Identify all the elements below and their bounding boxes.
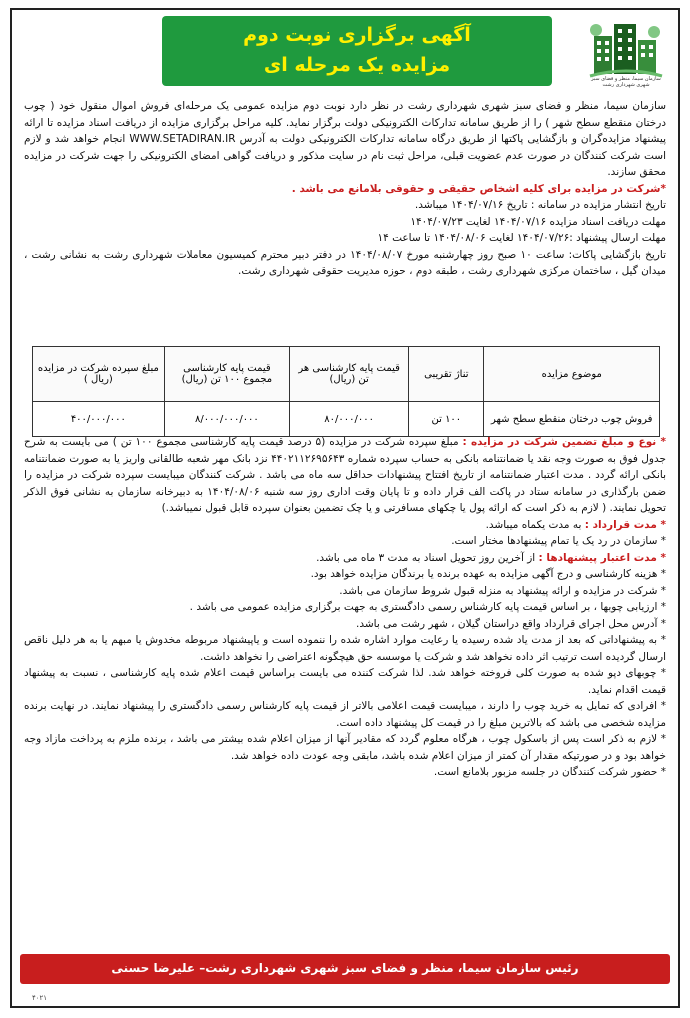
- contract-title: * مدت قرارداد :: [584, 518, 666, 531]
- validity-title: * مدت اعتبار پیشنهادها :: [538, 551, 666, 564]
- conditions-section: [24, 434, 666, 781]
- intro-paragraph: سازمان سیما، منظر و فضای سبز شهری شهرداری رشت در نظر دارد نوبت دوم مزایده عمومی یک مرحله‌ای فروش اموال منقول خود ( چوب درختان منقطع سطح شهر ) را از طریق سامانه تدارکات الکترونیکی دولت برگزار نماید. کلیه مراحل برگزاری مزایده از دریافت اسناد مزایده تا ارائه پیشنهاد مزایده‌گران و بازگشایی پاکتها از طریق درگاه سامانه تدارکات الکترونیکی دولت به آدرس WWW.SETADIRAN.IR انجام خواهد شد و لازم است شرکت کنندگان در صورت عدم عضویت قبلی، مراحل ثبت نام در سایت مذکور و دریافت گواهی امضای الکترونیکی را جهت شرکت در مزایده محقق سازند.: [24, 100, 667, 178]
- col-subject: موضوع مزایده: [484, 347, 660, 402]
- validity-text: از آخرین روز تحویل اسناد به مدت ۳ ماه می باشد.: [316, 551, 539, 564]
- deposit-title: * نوع و مبلغ تضمین شرکت در مزایده :: [462, 436, 666, 448]
- cell-tonnage: ۱۰۰ تن: [409, 402, 484, 437]
- col-price-total: قیمت پایه کارشناسی مجموع ۱۰۰ تن (ریال): [164, 347, 289, 402]
- price-condition: * افرادی که تمایل به خرید چوب را دارند ، میبایست قیمت اعلامی بالاتر از قیمت پایه کارشناس رسمی دادگستری را پیشنهاد نمایند. در نهایت برنده مزایده شخصی می باشد که بالاترین مبلغ را در قیمت کل پیشنهاد داده است.: [24, 700, 666, 729]
- attend-condition: * حضور شرکت کنندگان در جلسه مزبور بلامانع است.: [433, 766, 666, 778]
- ad-code: ۴۰۲۱: [32, 994, 48, 1002]
- accept-condition: * شرکت در مزایده و ارائه پیشنهاد به منزله قبول شروط سازمان می باشد.: [339, 584, 666, 597]
- lump-condition: * چوبهای دپو شده به صورت کلی فروخته خواهد شد. لذا شرکت کننده می بایست براساس قیمت اعلام شده پایه کارشناسی ، نسبت به پیشنهاد قیمت اقدام نماید.: [24, 667, 666, 696]
- cell-subject: فروش چوب درختان منقطع سطح شهر: [484, 402, 660, 437]
- auction-table: [32, 346, 660, 437]
- logo-caption: سازمان سیما، منظر و فضای سبز شهری شهرداری رشت: [591, 76, 661, 88]
- title-line-1: آگهی برگزاری نوبت دوم: [243, 24, 471, 46]
- cost-condition: * هزینه کارشناسی و درج آگهی مزایده به عهده برنده یا برندگان مزایده خواهد بود.: [310, 568, 666, 580]
- validity-condition: [24, 550, 666, 567]
- cell-price-per-ton: ۸۰/۰۰۰/۰۰۰: [290, 402, 409, 437]
- contract-text: به مدت یکماه میباشد.: [485, 518, 585, 531]
- reject-condition: * سازمان در رد یک یا تمام پیشنهادها مختار است.: [451, 535, 666, 547]
- title-line-2: مزایده یک مرحله ای: [263, 54, 451, 76]
- cell-deposit: ۴۰۰/۰۰۰/۰۰۰: [33, 402, 165, 437]
- col-price-per-ton: قیمت پایه کارشناسی هر تن (ریال): [290, 347, 409, 402]
- address-condition: * آدرس محل اجرای قرارداد واقع دراستان گیلان ، شهر رشت می باشد.: [356, 617, 666, 630]
- contract-condition: [24, 517, 666, 534]
- title-banner: [162, 16, 552, 86]
- col-tonnage: تناژ تقریبی: [409, 347, 484, 402]
- participation-note: *شرکت در مزایده برای کلیه اشخاص حقیقی و حقوقی بلامانع می باشد .: [291, 182, 666, 195]
- signature-bar: [20, 954, 670, 984]
- advertisement-page: [10, 8, 680, 1008]
- weigh-condition: * لازم به ذکر است پس از باسکول چوب ، هرگاه معلوم گردد که مقادیر آنها از میزان اعلام شده بیشتر می باشد ، برنده ملزم به پرداخت مازاد وجه خواهد بود و در صورتیکه مقدار آن کمتر از میزان اعلام شده باشد، مابقی وجه عودت داده خواهد شد.: [24, 733, 666, 762]
- publish-date: تاریخ انتشار مزایده در سامانه : تاریخ ۱۴۰۴/۰۷/۱۶ میباشد.: [414, 199, 666, 211]
- header: [12, 10, 678, 94]
- table-header-row: [33, 347, 660, 402]
- valuation-condition: * ارزیابی چوبها ، بر اساس قیمت پایه کارشناس رسمی دادگستری به جهت برگزاری مزایده عمومی می باشد .: [189, 601, 666, 613]
- submit-deadline: مهلت ارسال پیشنهاد :۱۴۰۴/۰۷/۲۶ لغایت ۱۴۰۴/۰۸/۰۶ تا ساعت ۱۴: [377, 232, 666, 244]
- deposit-text: مبلغ سپرده شرکت در مزایده (۵ درصد قیمت پایه کارشناسی مجموع ۱۰۰ تن ) می بایست به شرح جدول فوق به صورت وجه نقد یا ضمانتنامه بانکی به حساب سپرده شماره ۴۴۰۲۱۱۲۶۹۵۶۴۳ نزد بانک مهر شعبه طالقانی واریز یا به صورت ضمانتنامه بانکی ارائه گردد . مدت اعتبار ضمانتنامه از تاریخ افتتاح پیشنهادات حداقل سه ماه می باشد . شرکت کنندگان میبایست سپرده شرکت در مزایده را ضمن بارگذاری در سامانه ستاد در پاکت الف قرار داده و تا پایان وقت اداری روز سه شنبه ۱۴۰۴/۰۸/۰۶ به دبیرخانه سازمان به نشانی فوق الذکر تحویل نمایند. ( لازم به ذکر است که ارائه پول یا چکهای مسافرتی و یا چک تضمین بعنوان سپرده قابل قبول نمیباشد.): [24, 436, 666, 514]
- cell-price-total: ۸/۰۰۰/۰۰۰/۰۰۰: [164, 402, 289, 437]
- table-row: [33, 402, 660, 437]
- signature-text: رئیس سازمان سیما، منظر و فضای سبز شهری شهرداری رشت– علیرضا حسنی: [111, 961, 579, 975]
- intro-section: [24, 98, 666, 280]
- opening-info: تاریخ بازگشایی پاکات: ساعت ۱۰ صبح روز چهارشنبه مورخ ۱۴۰۴/۰۸/۰۷ در دفتر دبیر محترم کمیسیون معاملات شهرداری رشت به نشانی رشت ، میدان گیل ، ساختمان مرکزی شهرداری رشت ، طبقه دوم ، حوزه مدیریت حقوقی شهرداری رشت.: [24, 248, 666, 277]
- col-deposit: مبلغ سپرده شرکت در مزایده (ریال ): [33, 347, 165, 402]
- deposit-condition: [24, 434, 666, 517]
- late-condition: * به پیشنهاداتی که بعد از مدت یاد شده رسیده یا رعایت موارد اشاره شده را ننموده است و یاپیشنهاد مربوطه مخدوش یا مبهم یا به هر دلیل ناقص ارسال گردیده است ترتیب اثر داده نخواهد شد و شرکت یا موسسه حق هیچگونه اعتراضی را نخواهد داشت.: [24, 634, 666, 663]
- docs-deadline: مهلت دریافت اسناد مزایده ۱۴۰۴/۰۷/۱۶ لغایت ۱۴۰۴/۰۷/۲۳: [410, 215, 666, 228]
- footer: [12, 954, 678, 984]
